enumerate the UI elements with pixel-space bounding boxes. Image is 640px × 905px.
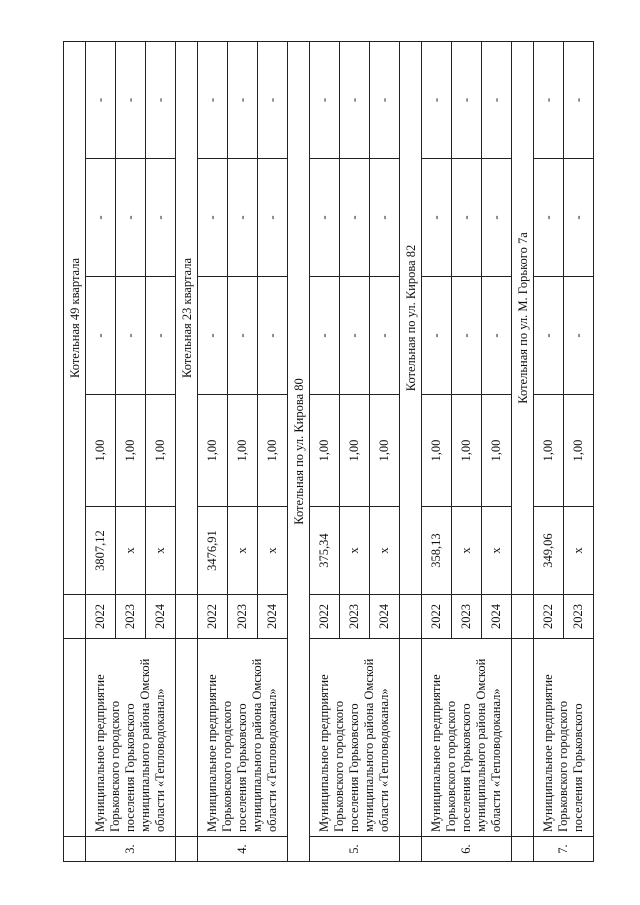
section-title: Котельная 49 квартала: [64, 41, 86, 594]
dash-cell: -: [370, 41, 400, 158]
dash-cell: -: [422, 41, 452, 158]
year-cell: 2023: [340, 595, 370, 639]
value-cell: 375,34: [310, 507, 340, 595]
value-cell: х: [228, 507, 258, 595]
organization-name: Муниципальное предприятие Горьковского городского поселения Горьковского муниципального района Омской области «Тепловодоканал»: [310, 639, 400, 837]
section-title: Котельная по ул. М. Горького 7а: [512, 41, 534, 594]
section-header-empty: [400, 837, 422, 862]
table-row: [310, 41, 340, 861]
dash-cell: -: [564, 41, 594, 158]
dash-cell: -: [422, 277, 452, 395]
section-header-empty: [512, 639, 534, 837]
dash-cell: -: [146, 41, 176, 158]
year-cell: 2022: [534, 595, 564, 639]
dash-cell: -: [228, 159, 258, 277]
dash-cell: -: [198, 277, 228, 395]
dash-cell: -: [258, 41, 288, 158]
section-header-row: [288, 41, 310, 861]
dash-cell: -: [370, 159, 400, 277]
coef-cell: 1,00: [198, 395, 228, 507]
dash-cell: -: [534, 41, 564, 158]
dash-cell: -: [370, 277, 400, 395]
dash-cell: -: [198, 159, 228, 277]
value-cell: х: [452, 507, 482, 595]
value-cell: х: [258, 507, 288, 595]
section-header-empty: [176, 837, 198, 862]
value-cell: х: [482, 507, 512, 595]
dash-cell: -: [146, 277, 176, 395]
year-cell: 2022: [310, 595, 340, 639]
section-header-row: [512, 41, 534, 861]
table-row: [86, 41, 116, 861]
value-cell: 3807,12: [86, 507, 116, 595]
coef-cell: 1,00: [422, 395, 452, 507]
year-cell: 2023: [452, 595, 482, 639]
section-header-row: [64, 41, 86, 861]
dash-cell: -: [116, 41, 146, 158]
year-cell: 2022: [86, 595, 116, 639]
dash-cell: -: [86, 277, 116, 395]
coef-cell: 1,00: [370, 395, 400, 507]
row-number: 7.: [534, 837, 594, 862]
dash-cell: -: [116, 159, 146, 277]
year-cell: 2024: [370, 595, 400, 639]
organization-name: Муниципальное предприятие Горьковского городского поселения Горьковского муниципального района Омской области «Тепловодоканал»: [86, 639, 176, 837]
organization-name: Муниципальное предприятие Горьковского городского поселения Горьковского муниципального района Омской области «Тепловодоканал»: [422, 639, 512, 837]
dash-cell: -: [310, 159, 340, 277]
section-header-empty: [176, 639, 198, 837]
section-title: Котельная 23 квартала: [176, 41, 198, 594]
dash-cell: -: [258, 159, 288, 277]
dash-cell: -: [310, 41, 340, 158]
table-row: [198, 41, 228, 861]
dash-cell: -: [452, 159, 482, 277]
rotated-table-stage: [63, 42, 585, 862]
coef-cell: 1,00: [310, 395, 340, 507]
section-title: Котельная по ул. Кирова 80: [288, 41, 310, 861]
value-cell: х: [564, 507, 594, 595]
coef-cell: 1,00: [340, 395, 370, 507]
coef-cell: 1,00: [258, 395, 288, 507]
coef-cell: 1,00: [228, 395, 258, 507]
row-number: 5.: [310, 837, 400, 862]
dash-cell: -: [198, 41, 228, 158]
tariff-table: [63, 41, 594, 862]
section-header-empty: [64, 595, 86, 639]
dash-cell: -: [452, 277, 482, 395]
dash-cell: -: [310, 277, 340, 395]
table-row: [534, 41, 564, 861]
dash-cell: -: [86, 159, 116, 277]
year-cell: 2024: [482, 595, 512, 639]
section-header-empty: [400, 595, 422, 639]
section-header-empty: [64, 639, 86, 837]
dash-cell: -: [228, 41, 258, 158]
dash-cell: -: [422, 159, 452, 277]
value-cell: х: [340, 507, 370, 595]
coef-cell: 1,00: [116, 395, 146, 507]
dash-cell: -: [340, 41, 370, 158]
row-number: 4.: [198, 837, 288, 862]
dash-cell: -: [86, 41, 116, 158]
dash-cell: -: [258, 277, 288, 395]
organization-name: Муниципальное предприятие Горьковского городского поселения Горьковского муниципального района Омской области «Тепловодоканал»: [198, 639, 288, 837]
dash-cell: -: [564, 277, 594, 395]
coef-cell: 1,00: [452, 395, 482, 507]
coef-cell: 1,00: [534, 395, 564, 507]
section-header-empty: [512, 837, 534, 862]
year-cell: 2022: [198, 595, 228, 639]
dash-cell: -: [452, 41, 482, 158]
section-header-row: [176, 41, 198, 861]
dash-cell: -: [482, 159, 512, 277]
value-cell: 349,06: [534, 507, 564, 595]
section-title: Котельная по ул. Кирова 82: [400, 41, 422, 594]
dash-cell: -: [534, 159, 564, 277]
dash-cell: -: [340, 159, 370, 277]
year-cell: 2024: [258, 595, 288, 639]
row-number: 3.: [86, 837, 176, 862]
year-cell: 2024: [146, 595, 176, 639]
dash-cell: -: [116, 277, 146, 395]
row-number: 6.: [422, 837, 512, 862]
year-cell: 2022: [422, 595, 452, 639]
organization-name: Муниципальное предприятие Горьковского городского поселения Горьковского: [534, 639, 594, 837]
dash-cell: -: [534, 277, 564, 395]
dash-cell: -: [228, 277, 258, 395]
section-header-row: [400, 41, 422, 861]
coef-cell: 1,00: [86, 395, 116, 507]
dash-cell: -: [146, 159, 176, 277]
coef-cell: 1,00: [482, 395, 512, 507]
year-cell: 2023: [564, 595, 594, 639]
value-cell: х: [146, 507, 176, 595]
section-header-empty: [400, 639, 422, 837]
value-cell: х: [370, 507, 400, 595]
value-cell: 3476,91: [198, 507, 228, 595]
dash-cell: -: [340, 277, 370, 395]
dash-cell: -: [482, 41, 512, 158]
coef-cell: 1,00: [146, 395, 176, 507]
section-header-empty: [512, 595, 534, 639]
year-cell: 2023: [228, 595, 258, 639]
table-row: [422, 41, 452, 861]
coef-cell: 1,00: [564, 395, 594, 507]
dash-cell: -: [482, 277, 512, 395]
section-header-empty: [64, 837, 86, 862]
section-header-empty: [176, 595, 198, 639]
value-cell: 358,13: [422, 507, 452, 595]
year-cell: 2023: [116, 595, 146, 639]
dash-cell: -: [564, 159, 594, 277]
value-cell: х: [116, 507, 146, 595]
